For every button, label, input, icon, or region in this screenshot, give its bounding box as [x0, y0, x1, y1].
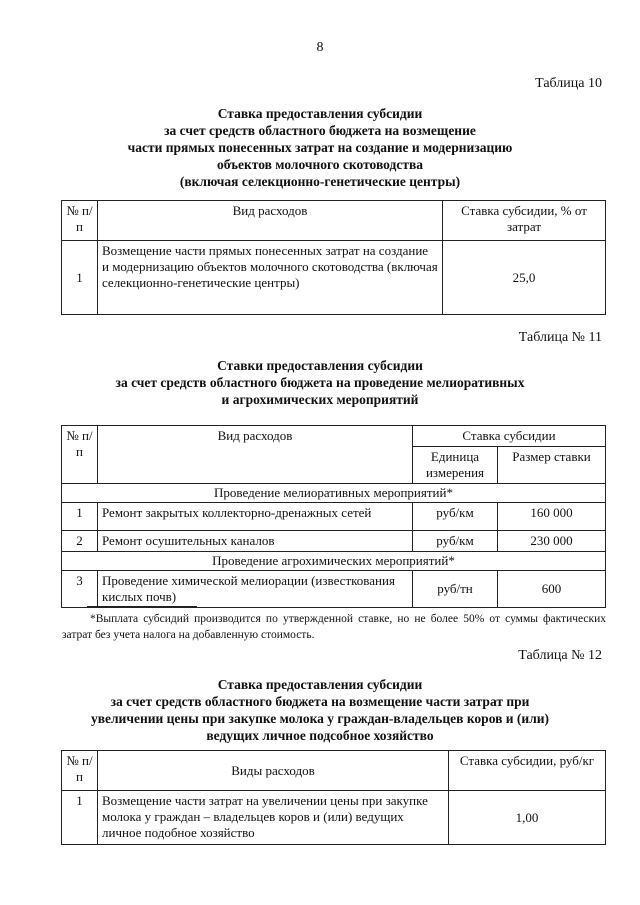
row-num: 3: [62, 571, 98, 608]
header-rate: Ставка субсидии, руб/кг: [449, 751, 606, 791]
table11: [61, 425, 606, 608]
row-num: 1: [62, 241, 98, 315]
title-line: за счет средств областного бюджета на возмещение: [164, 123, 476, 138]
title-line: ведущих личное подсобное хозяйство: [206, 728, 434, 743]
title-line: Ставки предоставления субсидии: [217, 358, 423, 373]
header-num: № п/п: [62, 751, 98, 791]
table11-label: Таблица № 11: [518, 330, 602, 345]
header-type: Вид расходов: [98, 426, 413, 484]
table-row: [62, 531, 606, 552]
header-num: № п/п: [62, 426, 98, 484]
footnote-rule: [87, 606, 197, 607]
table11-title: [60, 357, 580, 408]
row-value: 600: [498, 571, 606, 608]
row-value: 160 000: [498, 503, 606, 531]
row-unit: руб/тн: [413, 571, 498, 608]
row-desc: Ремонт осушительных каналов: [98, 531, 413, 552]
row-desc: Возмещение части затрат на увеличении цены при закупке молока у граждан – владельцев коров и (или) ведущих личное подобное хозяйство: [98, 791, 449, 845]
header-rate: Ставка субсидии: [413, 426, 606, 447]
title-line: увеличении цены при закупке молока у граждан-владельцев коров и (или): [90, 711, 550, 726]
header-rate: Ставка субсидии, % от затрат: [443, 201, 606, 241]
row-num: 1: [62, 503, 98, 531]
table-row: [62, 241, 606, 315]
row-value: 230 000: [498, 531, 606, 552]
table-row: [62, 571, 606, 608]
row-desc: Проведение химической мелиорации (известкования кислых почв): [98, 571, 413, 608]
row-unit: руб/км: [413, 503, 498, 531]
title-line: и агрохимических мероприятий: [221, 392, 419, 407]
title-line: части прямых понесенных затрат на создание и модернизацию: [127, 140, 513, 155]
title-line: за счет средств областного бюджета на возмещение части затрат при: [110, 694, 530, 709]
title-line: (включая селекционно-генетические центры): [179, 174, 461, 189]
table12-title: [60, 676, 580, 744]
header-num: № п/п: [62, 201, 98, 241]
row-unit: руб/км: [413, 531, 498, 552]
table-row: [62, 791, 606, 845]
header-type: Вид расходов: [98, 201, 443, 241]
section-heading: Проведение мелиоративных мероприятий*: [62, 484, 606, 503]
title-line: Ставка предоставления субсидии: [217, 106, 423, 121]
row-value: 1,00: [449, 791, 606, 845]
title-line: объектов молочного скотоводства: [216, 157, 424, 172]
header-size: Размер ставки: [498, 447, 606, 484]
table12: [61, 750, 606, 845]
table10-label: Таблица 10: [535, 76, 602, 91]
title-line: за счет средств областного бюджета на проведение мелиоративных: [115, 375, 525, 390]
table12-label: Таблица № 12: [518, 648, 602, 663]
table10: [61, 200, 606, 315]
page-number: 8: [316, 40, 324, 55]
header-type: Виды расходов: [98, 751, 449, 791]
header-unit: Единица измерения: [413, 447, 498, 484]
footnote: *Выплата субсидий производится по утвержденной ставке, но не более 50% от суммы фактических затрат без учета налога на добавленную стоимость.: [62, 613, 606, 641]
table-row: [62, 503, 606, 531]
row-desc: Ремонт закрытых коллекторно-дренажных сетей: [98, 503, 413, 531]
row-value: 25,0: [443, 241, 606, 315]
row-desc: Возмещение части прямых понесенных затрат на создание и модернизацию объектов молочного скотоводства (включая селекционно-генетические центры): [98, 241, 443, 315]
section-heading: Проведение агрохимических мероприятий*: [62, 552, 606, 571]
row-num: 1: [62, 791, 98, 845]
table10-title: [60, 105, 580, 190]
row-num: 2: [62, 531, 98, 552]
title-line: Ставка предоставления субсидии: [217, 677, 423, 692]
